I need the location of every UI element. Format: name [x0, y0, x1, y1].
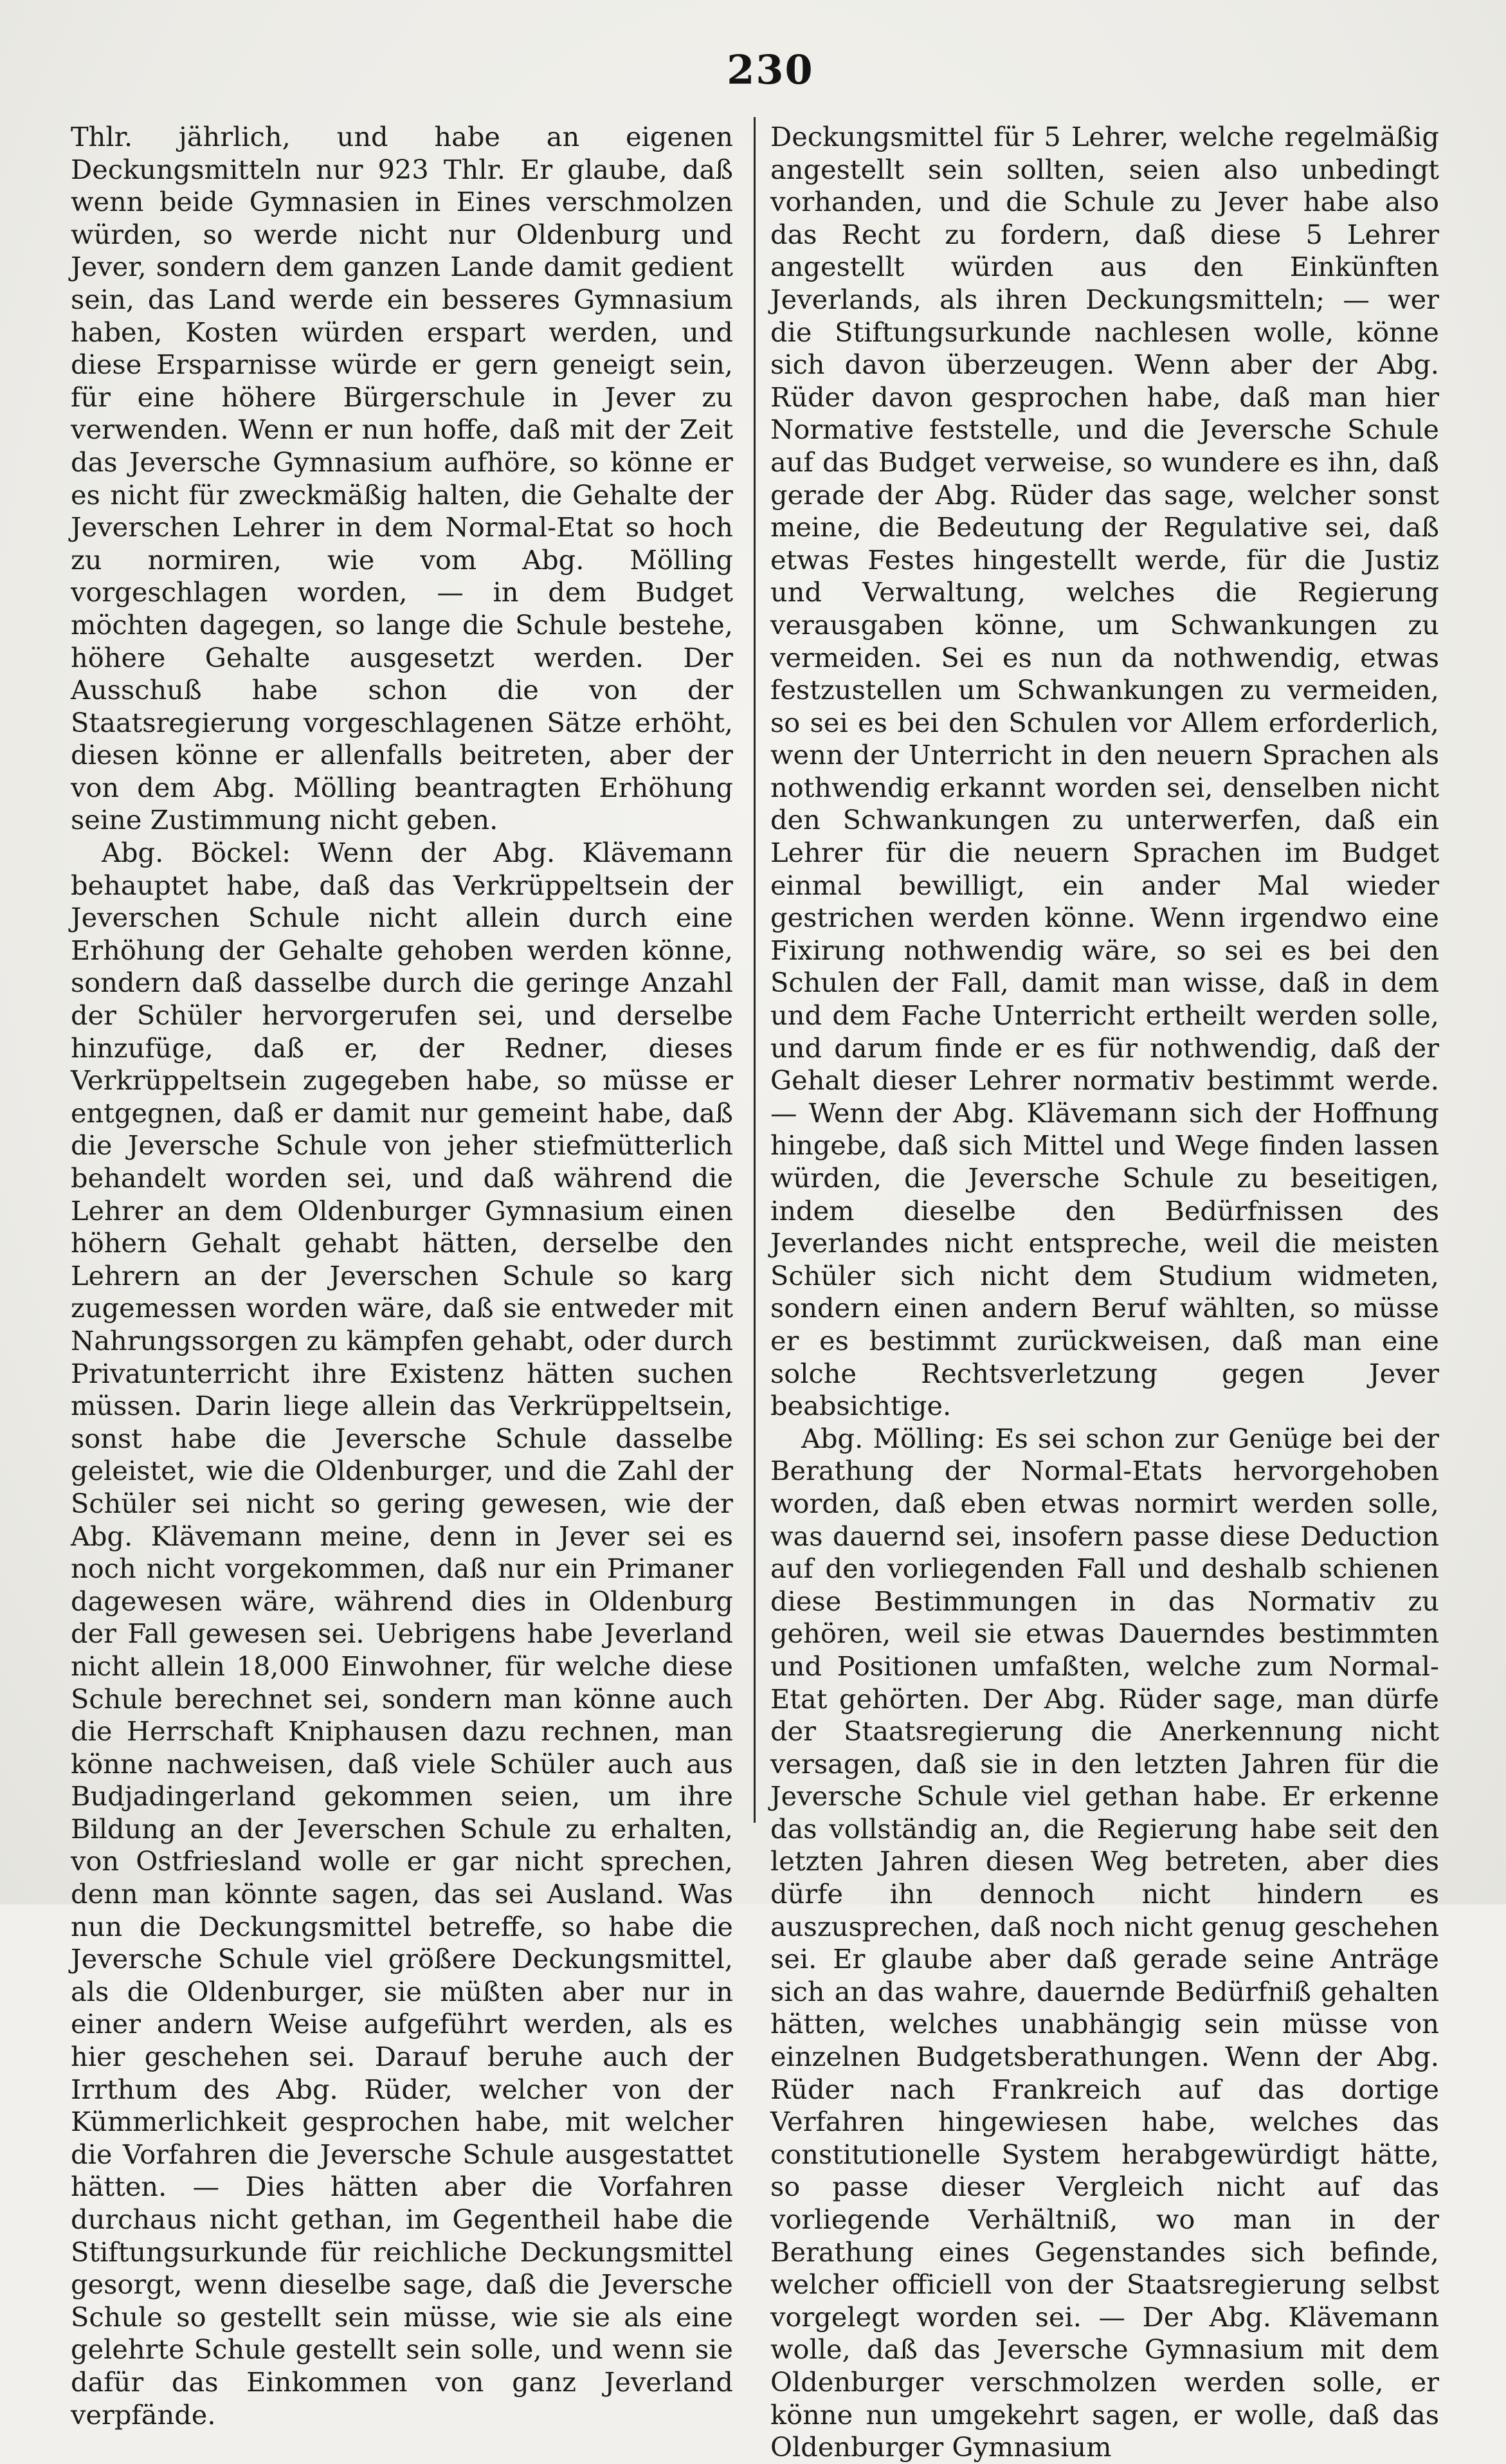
left-paragraph-2: Abg. Böckel: Wenn der Abg. Klävemann behauptet habe, daß das Verkrüppeltsein der Jeverschen Schule nicht allein durch eine Erhöhung der Gehalte gehoben werden könne, sondern daß dasselbe durch die geringe Anzahl der Schüler hervorgerufen sei, und derselbe hinzufüge, daß er, der Redner, dieses Verkrüppeltsein zugegeben habe, so müsse er entgegnen, daß er damit nur gemeint habe, daß die Jeversche Schule von jeher stiefmütterlich behandelt worden sei, und daß während die Lehrer an dem Oldenburger Gymnasium einen höhern Gehalt gehabt hätten, derselbe den Lehrern an der Jeverschen Schule so karg zugemessen worden wäre, daß sie entweder mit Nahrungssorgen zu kämpfen gehabt, oder durch Privatunterricht ihre Existenz hätten suchen müssen. Darin liege allein das Verkrüppeltsein, sonst habe die Jeversche Schule dasselbe geleistet, wie die Oldenburger, und die Zahl der Schüler sei nicht so gering gewesen, wie der Abg. Klävemann meine, denn in Jever sei es noch nicht vorgekommen, daß nur ein Primaner dagewesen wäre, während dies in Oldenburg der Fall gewesen sei. Uebrigens habe Jeverland nicht allein 18,000 Einwohner, für welche diese Schule berechnet sei, sondern man könne auch die Herrschaft Kniphausen dazu rechnen, man könne nachweisen, daß viele Schüler auch aus Budjadingerland gekommen seien, um ihre Bildung an der Jeverschen Schule zu erhalten, von Ostfriesland wolle er gar nicht sprechen, denn man könnte sagen, das sei Ausland. Was nun die Deckungsmittel betreffe, so habe die Jeversche Schule viel größere Deckungsmittel, als die Oldenburger, sie müßten aber nur in einer andern Weise aufgeführt werden, als es hier geschehen sei. Darauf beruhe auch der Irrthum des Abg. Rüder, welcher von der Kümmerlichkeit gesprochen habe, mit welcher die Vorfahren die Jeversche Schule ausgestattet hätten. — Dies hätten aber die Vorfahren durchaus nicht gethan, im Gegentheil habe die Stiftungsurkunde für reichliche Deckungsmittel gesorgt, wenn dieselbe sage, daß die Jeversche Schule so gestellt sein müsse, wie sie als eine gelehrte Schule gestellt sein solle, und wenn sie dafür das Einkommen von ganz Jeverland verpfände.: [71, 837, 733, 2431]
column-divider: [754, 117, 756, 1823]
right-paragraph-1: Deckungsmittel für 5 Lehrer, welche regelmäßig angestellt sein sollten, seien also unbedingt vorhanden, und die Schule zu Jever habe also das Recht zu fordern, daß diese 5 Lehrer angestellt würden aus den Einkünften Jeverlands, als ihren Deckungsmitteln; — wer die Stiftungsurkunde nachlesen wolle, könne sich davon überzeugen. Wenn aber der Abg. Rüder davon gesprochen habe, daß man hier Normative feststelle, und die Jeversche Schule auf das Budget verweise, so wundere es ihn, daß gerade der Abg. Rüder das sage, welcher sonst meine, die Bedeutung der Regulative sei, daß etwas Festes hingestellt werde, für die Justiz und Verwaltung, welches die Regierung verausgaben könne, um Schwankungen zu vermeiden. Sei es nun da nothwendig, etwas festzustellen um Schwankungen zu vermeiden, so sei es bei den Schulen vor Allem erforderlich, wenn der Unterricht in den neuern Sprachen als nothwendig erkannt worden sei, denselben nicht den Schwankungen zu unterwerfen, daß ein Lehrer für die neuern Sprachen im Budget einmal bewilligt, ein ander Mal wieder gestrichen werden könne. Wenn irgendwo eine Fixirung nothwendig wäre, so sei es bei den Schulen der Fall, damit man wisse, daß in dem und dem Fache Unterricht ertheilt werden solle, und darum finde er es für nothwendig, daß der Gehalt dieser Lehrer normativ bestimmt werde. — Wenn der Abg. Klävemann sich der Hoffnung hingebe, daß sich Mittel und Wege finden lassen würden, die Jeversche Schule zu beseitigen, indem dieselbe den Bedürfnissen des Jeverlandes nicht entspreche, weil die meisten Schüler sich nicht dem Studium widmeten, sondern einen andern Beruf wählten, so müsse er es bestimmt zurückweisen, daß man eine solche Rechtsverletzung gegen Jever beabsichtige.: [770, 121, 1439, 1422]
left-column: [71, 121, 733, 2431]
left-paragraph-1: Thlr. jährlich, und habe an eigenen Deckungsmitteln nur 923 Thlr. Er glaube, daß wenn beide Gymnasien in Eines verschmolzen würden, so werde nicht nur Oldenburg und Jever, sondern dem ganzen Lande damit gedient sein, das Land werde ein besseres Gymnasium haben, Kosten würden erspart werden, und diese Ersparnisse würde er gern geneigt sein, für eine höhere Bürgerschule in Jever zu verwenden. Wenn er nun hoffe, daß mit der Zeit das Jeversche Gymnasium aufhöre, so könne er es nicht für zweckmäßig halten, die Gehalte der Jeverschen Lehrer in dem Normal-Etat so hoch zu normiren, wie vom Abg. Mölling vorgeschlagen worden, — in dem Budget möchten dagegen, so lange die Schule bestehe, höhere Gehalte ausgesetzt werden. Der Ausschuß habe schon die von der Staatsregierung vorgeschlagenen Sätze erhöht, diesen könne er allenfalls beitreten, aber der von dem Abg. Mölling beantragten Erhöhung seine Zustimmung nicht geben.: [71, 121, 733, 836]
page-number: 230: [727, 46, 814, 93]
right-column: [770, 121, 1439, 2463]
right-paragraph-2: Abg. Mölling: Es sei schon zur Genüge bei der Berathung der Normal-Etats hervorgehoben worden, daß eben etwas normirt werden solle, was dauernd sei, insofern passe diese Deduction auf den vorliegenden Fall und deshalb schienen diese Bestimmungen in das Normativ zu gehören, weil sie etwas Dauerndes bestimmten und Positionen umfaßten, welche zum Normal-Etat gehörten. Der Abg. Rüder sage, man dürfe der Staatsregierung die Anerkennung nicht versagen, daß sie in den letzten Jahren für die Jeversche Schule viel gethan habe. Er erkenne das vollständig an, die Regierung habe seit den letzten Jahren diesen Weg betreten, aber dies dürfe ihn dennoch nicht hindern es auszusprechen, daß noch nicht genug geschehen sei. Er glaube aber daß gerade seine Anträge sich an das wahre, dauernde Bedürfniß gehalten hätten, welches unabhängig sein müsse von einzelnen Budgetsberathungen. Wenn der Abg. Rüder nach Frankreich auf das dortige Verfahren hingewiesen habe, welches das constitutionelle System herabgewürdigt hätte, so passe dieser Vergleich nicht auf das vorliegende Verhältniß, wo man in der Berathung eines Gegenstandes sich befinde, welcher officiell von der Staatsregierung selbst vorgelegt worden sei. — Der Abg. Klävemann wolle, daß das Jeversche Gymnasium mit dem Oldenburger verschmolzen werden solle, er könne nun umgekehrt sagen, er wolle, daß das Oldenburger Gymnasium: [770, 1422, 1439, 2463]
